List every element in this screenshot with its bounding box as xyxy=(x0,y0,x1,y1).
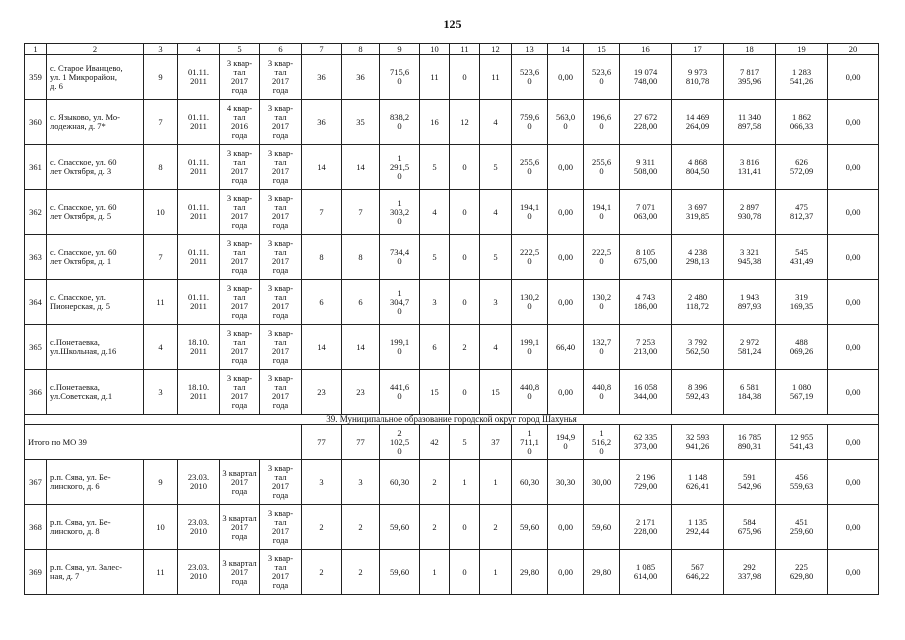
table-cell: 0,00 xyxy=(548,235,584,280)
table-cell: 3 xyxy=(420,280,450,325)
table-cell: 01.11. 2011 xyxy=(178,55,220,100)
table-cell: 15 xyxy=(420,370,450,415)
table-cell: 36 xyxy=(302,100,342,145)
table-cell: 60,30 xyxy=(512,460,548,505)
table-cell: 0,00 xyxy=(828,190,879,235)
table-row xyxy=(25,55,879,100)
row-number-cell: 361 xyxy=(25,145,47,190)
total-cell: 37 xyxy=(480,425,512,460)
table-cell: 222,5 0 xyxy=(512,235,548,280)
address-cell: с.Понетаевка, ул.Советская, д.1 xyxy=(47,370,144,415)
column-header: 4 xyxy=(178,44,220,55)
table-cell: 1 xyxy=(480,550,512,595)
table-cell: 16 058 344,00 xyxy=(620,370,672,415)
table-cell: 132,7 0 xyxy=(584,325,620,370)
table-cell: 5 xyxy=(420,235,450,280)
table-cell: 440,8 0 xyxy=(584,370,620,415)
table-cell: 14 xyxy=(302,145,342,190)
table-cell: 4 743 186,00 xyxy=(620,280,672,325)
table-cell: 3 квар- тал 2017 года xyxy=(260,145,302,190)
row-number-cell: 367 xyxy=(25,460,47,505)
total-cell: 5 xyxy=(450,425,480,460)
table-cell: 4 xyxy=(420,190,450,235)
table-cell: 199,1 0 xyxy=(512,325,548,370)
table-cell: 734,4 0 xyxy=(380,235,420,280)
column-header: 17 xyxy=(672,44,724,55)
table-cell: 9 xyxy=(144,460,178,505)
table-cell: 1 304,7 0 xyxy=(380,280,420,325)
table-cell: 3 квар- тал 2017 года xyxy=(260,505,302,550)
table-cell: 4 868 804,50 xyxy=(672,145,724,190)
column-number-row xyxy=(25,44,879,55)
table-cell: 440,8 0 xyxy=(512,370,548,415)
table-cell: 456 559,63 xyxy=(776,460,828,505)
section-title-row xyxy=(25,415,879,425)
table-cell: 2 xyxy=(302,550,342,595)
column-header: 13 xyxy=(512,44,548,55)
table-cell: 563,0 0 xyxy=(548,100,584,145)
table-cell: 6 xyxy=(302,280,342,325)
table-row xyxy=(25,145,879,190)
table-cell: 14 xyxy=(302,325,342,370)
table-cell: 2 xyxy=(342,550,380,595)
row-number-cell: 368 xyxy=(25,505,47,550)
table-cell: 194,1 0 xyxy=(512,190,548,235)
table-cell: 4 xyxy=(480,100,512,145)
table-cell: 9 311 508,00 xyxy=(620,145,672,190)
table-cell: 488 069,26 xyxy=(776,325,828,370)
table-cell: 0,00 xyxy=(828,235,879,280)
column-header: 3 xyxy=(144,44,178,55)
total-cell: 12 955 541,43 xyxy=(776,425,828,460)
table-cell: 130,2 0 xyxy=(512,280,548,325)
address-cell: р.п. Сява, ул. Залес- ная, д. 7 xyxy=(47,550,144,595)
table-cell: 0 xyxy=(450,55,480,100)
table-cell: 4 238 298,13 xyxy=(672,235,724,280)
table-cell: 01.11. 2011 xyxy=(178,235,220,280)
table-cell: 4 xyxy=(144,325,178,370)
address-cell: р.п. Сява, ул. Бе- линского, д. 8 xyxy=(47,505,144,550)
table-cell: 11 xyxy=(420,55,450,100)
table-cell: 2 xyxy=(342,505,380,550)
table-cell: 60,30 xyxy=(380,460,420,505)
table-cell: 3 квар- тал 2017 года xyxy=(220,370,260,415)
table-cell: 0,00 xyxy=(828,325,879,370)
table-cell: 838,2 0 xyxy=(380,100,420,145)
column-header: 6 xyxy=(260,44,302,55)
column-header: 19 xyxy=(776,44,828,55)
table-cell: 18.10. 2011 xyxy=(178,370,220,415)
table-cell: 0 xyxy=(450,235,480,280)
table-cell: 3 квар- тал 2017 года xyxy=(260,370,302,415)
table-cell: 0,00 xyxy=(828,550,879,595)
table-cell: 18.10. 2011 xyxy=(178,325,220,370)
table-cell: 3 квар- тал 2017 года xyxy=(220,280,260,325)
column-header: 15 xyxy=(584,44,620,55)
total-cell: 42 xyxy=(420,425,450,460)
address-cell: с. Спасское, ул. 60 лет Октября, д. 1 xyxy=(47,235,144,280)
table-cell: 10 xyxy=(144,505,178,550)
table-cell: 584 675,96 xyxy=(724,505,776,550)
table-cell: 8 xyxy=(302,235,342,280)
table-cell: 0,00 xyxy=(548,145,584,190)
table-cell: 16 xyxy=(420,100,450,145)
table-cell: 194,1 0 xyxy=(584,190,620,235)
table-cell: 15 xyxy=(480,370,512,415)
total-cell: 62 335 373,00 xyxy=(620,425,672,460)
table-cell: 255,6 0 xyxy=(512,145,548,190)
table-cell: 1 085 614,00 xyxy=(620,550,672,595)
row-number-cell: 359 xyxy=(25,55,47,100)
table-cell: 0 xyxy=(450,280,480,325)
table-cell: 1 xyxy=(420,550,450,595)
table-cell: 3 квар- тал 2017 года xyxy=(260,55,302,100)
table-cell: 3 321 945,38 xyxy=(724,235,776,280)
table-cell: 715,6 0 xyxy=(380,55,420,100)
row-number-cell: 365 xyxy=(25,325,47,370)
column-header: 11 xyxy=(450,44,480,55)
column-header: 18 xyxy=(724,44,776,55)
table-cell: 30,30 xyxy=(548,460,584,505)
table-cell: 0,00 xyxy=(828,505,879,550)
column-header: 9 xyxy=(380,44,420,55)
table-cell: 01.11. 2011 xyxy=(178,145,220,190)
table-cell: 2 xyxy=(302,505,342,550)
table-cell: 3 квар- тал 2017 года xyxy=(260,325,302,370)
table-cell: 1 148 626,41 xyxy=(672,460,724,505)
table-cell: 0,00 xyxy=(548,55,584,100)
table-cell: 759,6 0 xyxy=(512,100,548,145)
total-cell: 2 102,5 0 xyxy=(380,425,420,460)
table-cell: 0 xyxy=(450,190,480,235)
table-cell: 11 xyxy=(480,55,512,100)
table-cell: 3 816 131,41 xyxy=(724,145,776,190)
table-cell: 3 квар- тал 2017 года xyxy=(220,235,260,280)
table-cell: 1 862 066,33 xyxy=(776,100,828,145)
table-cell: 3 xyxy=(342,460,380,505)
table-cell: 4 xyxy=(480,190,512,235)
table-cell: 0,00 xyxy=(828,100,879,145)
total-cell: 0,00 xyxy=(828,425,879,460)
table-cell: 222,5 0 xyxy=(584,235,620,280)
table-cell: 2 xyxy=(420,460,450,505)
table-cell: 626 572,09 xyxy=(776,145,828,190)
table-cell: 7 xyxy=(144,100,178,145)
table-cell: 0,00 xyxy=(828,145,879,190)
table-cell: 0,00 xyxy=(548,190,584,235)
table-cell: 36 xyxy=(342,55,380,100)
table-cell: 3 квар- тал 2017 года xyxy=(260,190,302,235)
table-cell: 23.03. 2010 xyxy=(178,550,220,595)
table-cell: 19 074 748,00 xyxy=(620,55,672,100)
table-cell: 0 xyxy=(450,505,480,550)
table-cell: 01.11. 2011 xyxy=(178,100,220,145)
table-cell: 0,00 xyxy=(548,370,584,415)
table-cell: 36 xyxy=(302,55,342,100)
table-cell: 3 квартал 2017 года xyxy=(220,550,260,595)
table-cell: 3 квар- тал 2017 года xyxy=(220,55,260,100)
address-cell: с. Спасское, ул. 60 лет Октября, д. 3 xyxy=(47,145,144,190)
table-cell: 441,6 0 xyxy=(380,370,420,415)
table-cell: 3 697 319,85 xyxy=(672,190,724,235)
table-cell: 01.11. 2011 xyxy=(178,280,220,325)
table-cell: 3 квар- тал 2017 года xyxy=(260,100,302,145)
column-header: 2 xyxy=(47,44,144,55)
table-cell: 11 xyxy=(144,280,178,325)
table-cell: 3 xyxy=(144,370,178,415)
table-cell: 6 xyxy=(420,325,450,370)
table-cell: 7 253 213,00 xyxy=(620,325,672,370)
table-cell: 5 xyxy=(420,145,450,190)
table-cell: 6 581 184,38 xyxy=(724,370,776,415)
column-header: 7 xyxy=(302,44,342,55)
table-cell: 2 972 581,24 xyxy=(724,325,776,370)
table-cell: 14 xyxy=(342,145,380,190)
table-cell: 4 квар- тал 2016 года xyxy=(220,100,260,145)
table-cell: 23 xyxy=(302,370,342,415)
table-cell: 12 xyxy=(450,100,480,145)
table-cell: 3 xyxy=(302,460,342,505)
table-cell: 591 542,96 xyxy=(724,460,776,505)
table-cell: 5 xyxy=(480,235,512,280)
table-cell: 66,40 xyxy=(548,325,584,370)
table-cell: 475 812,37 xyxy=(776,190,828,235)
table-cell: 3 792 562,50 xyxy=(672,325,724,370)
total-cell: 77 xyxy=(342,425,380,460)
table-cell: 567 646,22 xyxy=(672,550,724,595)
table-cell: 0,00 xyxy=(548,550,584,595)
table-cell: 2 196 729,00 xyxy=(620,460,672,505)
section-title: 39. Муниципальное образование городской округ город Шахунья xyxy=(25,415,879,425)
table-cell: 6 xyxy=(342,280,380,325)
table-cell: 292 337,98 xyxy=(724,550,776,595)
page-number: 125 xyxy=(443,17,462,31)
table-cell: 0,00 xyxy=(548,505,584,550)
table-row xyxy=(25,505,879,550)
column-header: 5 xyxy=(220,44,260,55)
total-cell: 1 711,1 0 xyxy=(512,425,548,460)
row-number-cell: 366 xyxy=(25,370,47,415)
table-cell: 59,60 xyxy=(512,505,548,550)
table-cell: 1 xyxy=(480,460,512,505)
table-cell: 1 135 292,44 xyxy=(672,505,724,550)
table-row xyxy=(25,280,879,325)
table-cell: 3 квар- тал 2017 года xyxy=(260,550,302,595)
table-cell: 523,6 0 xyxy=(584,55,620,100)
table-cell: 2 xyxy=(480,505,512,550)
table-cell: 7 071 063,00 xyxy=(620,190,672,235)
table-cell: 23 xyxy=(342,370,380,415)
table-cell: 3 квар- тал 2017 года xyxy=(220,190,260,235)
table-cell: 1 943 897,93 xyxy=(724,280,776,325)
table-row xyxy=(25,235,879,280)
table-cell: 59,60 xyxy=(380,550,420,595)
table-cell: 8 396 592,43 xyxy=(672,370,724,415)
table-cell: 7 xyxy=(144,235,178,280)
address-cell: с.Понетаевка, ул.Школьная, д.16 xyxy=(47,325,144,370)
table-cell: 523,6 0 xyxy=(512,55,548,100)
table-cell: 0 xyxy=(450,370,480,415)
table-cell: 11 xyxy=(144,550,178,595)
column-header: 10 xyxy=(420,44,450,55)
table-cell: 3 квар- тал 2017 года xyxy=(260,235,302,280)
row-number-cell: 364 xyxy=(25,280,47,325)
table-cell: 59,60 xyxy=(380,505,420,550)
table-cell: 27 672 228,00 xyxy=(620,100,672,145)
row-number-cell: 363 xyxy=(25,235,47,280)
column-header: 20 xyxy=(828,44,879,55)
table-cell: 3 xyxy=(480,280,512,325)
table-cell: 23.03. 2010 xyxy=(178,460,220,505)
address-cell: р.п. Сява, ул. Бе- линского, д. 6 xyxy=(47,460,144,505)
table-cell: 1 283 541,26 xyxy=(776,55,828,100)
table-cell: 319 169,35 xyxy=(776,280,828,325)
table-cell: 59,60 xyxy=(584,505,620,550)
table-cell: 1 303,2 0 xyxy=(380,190,420,235)
table-cell: 3 квар- тал 2017 года xyxy=(220,325,260,370)
table-cell: 3 квартал 2017 года xyxy=(220,460,260,505)
table-cell: 196,6 0 xyxy=(584,100,620,145)
table-cell: 2 xyxy=(420,505,450,550)
column-header: 14 xyxy=(548,44,584,55)
table-cell: 5 xyxy=(480,145,512,190)
table-cell: 29,80 xyxy=(584,550,620,595)
total-cell: 16 785 890,31 xyxy=(724,425,776,460)
table-cell: 10 xyxy=(144,190,178,235)
table-cell: 8 xyxy=(144,145,178,190)
table-cell: 01.11. 2011 xyxy=(178,190,220,235)
table-cell: 35 xyxy=(342,100,380,145)
table-cell: 9 xyxy=(144,55,178,100)
table-cell: 0,00 xyxy=(828,460,879,505)
table-cell: 1 291,5 0 xyxy=(380,145,420,190)
row-number-cell: 360 xyxy=(25,100,47,145)
table-cell: 0 xyxy=(450,145,480,190)
address-cell: с. Старое Иванцево, ул. 1 Микрорайон, д. 6 xyxy=(47,55,144,100)
table-cell: 0 xyxy=(450,550,480,595)
total-row xyxy=(25,425,879,460)
row-number-cell: 369 xyxy=(25,550,47,595)
table-cell: 1 xyxy=(450,460,480,505)
table-cell: 29,80 xyxy=(512,550,548,595)
table-cell: 7 xyxy=(342,190,380,235)
table-cell: 11 340 897,58 xyxy=(724,100,776,145)
table-cell: 2 xyxy=(450,325,480,370)
table-cell: 23.03. 2010 xyxy=(178,505,220,550)
column-header: 16 xyxy=(620,44,672,55)
table-cell: 0,00 xyxy=(828,55,879,100)
table-row xyxy=(25,460,879,505)
table-cell: 8 xyxy=(342,235,380,280)
table-row xyxy=(25,370,879,415)
table-cell: 0,00 xyxy=(828,370,879,415)
total-cell: 1 516,2 0 xyxy=(584,425,620,460)
table-row xyxy=(25,100,879,145)
table-cell: 2 171 228,00 xyxy=(620,505,672,550)
table-cell: 14 xyxy=(342,325,380,370)
table-cell: 451 259,60 xyxy=(776,505,828,550)
column-header: 8 xyxy=(342,44,380,55)
table-row xyxy=(25,190,879,235)
total-cell: 77 xyxy=(302,425,342,460)
housing-register-table xyxy=(24,43,879,595)
table-row xyxy=(25,550,879,595)
total-cell: 32 593 941,26 xyxy=(672,425,724,460)
address-cell: с. Языково, ул. Мо- лодежная, д. 7* xyxy=(47,100,144,145)
address-cell: с. Спасское, ул. Пионерская, д. 5 xyxy=(47,280,144,325)
table-cell: 3 квар- тал 2017 года xyxy=(220,145,260,190)
table-cell: 3 квартал 2017 года xyxy=(220,505,260,550)
table-cell: 7 xyxy=(302,190,342,235)
table-cell: 2 480 118,72 xyxy=(672,280,724,325)
table-cell: 14 469 264,09 xyxy=(672,100,724,145)
total-label: Итого по МО 39 xyxy=(25,425,302,460)
table-cell: 7 817 395,96 xyxy=(724,55,776,100)
table-cell: 255,6 0 xyxy=(584,145,620,190)
table-cell: 8 105 675,00 xyxy=(620,235,672,280)
table-cell: 225 629,80 xyxy=(776,550,828,595)
address-cell: с. Спасское, ул. 60 лет Октября, д. 5 xyxy=(47,190,144,235)
table-cell: 0,00 xyxy=(548,280,584,325)
total-cell: 194,9 0 xyxy=(548,425,584,460)
table-cell: 3 квар- тал 2017 года xyxy=(260,280,302,325)
table-cell: 0,00 xyxy=(828,280,879,325)
table-cell: 30,00 xyxy=(584,460,620,505)
column-header: 1 xyxy=(25,44,47,55)
table-cell: 4 xyxy=(480,325,512,370)
table-cell: 199,1 0 xyxy=(380,325,420,370)
table-cell: 9 973 810,78 xyxy=(672,55,724,100)
table-cell: 130,2 0 xyxy=(584,280,620,325)
table-cell: 3 квар- тал 2017 года xyxy=(260,460,302,505)
table-cell: 1 080 567,19 xyxy=(776,370,828,415)
row-number-cell: 362 xyxy=(25,190,47,235)
table-cell: 545 431,49 xyxy=(776,235,828,280)
column-header: 12 xyxy=(480,44,512,55)
table-cell: 2 897 930,78 xyxy=(724,190,776,235)
table-row xyxy=(25,325,879,370)
